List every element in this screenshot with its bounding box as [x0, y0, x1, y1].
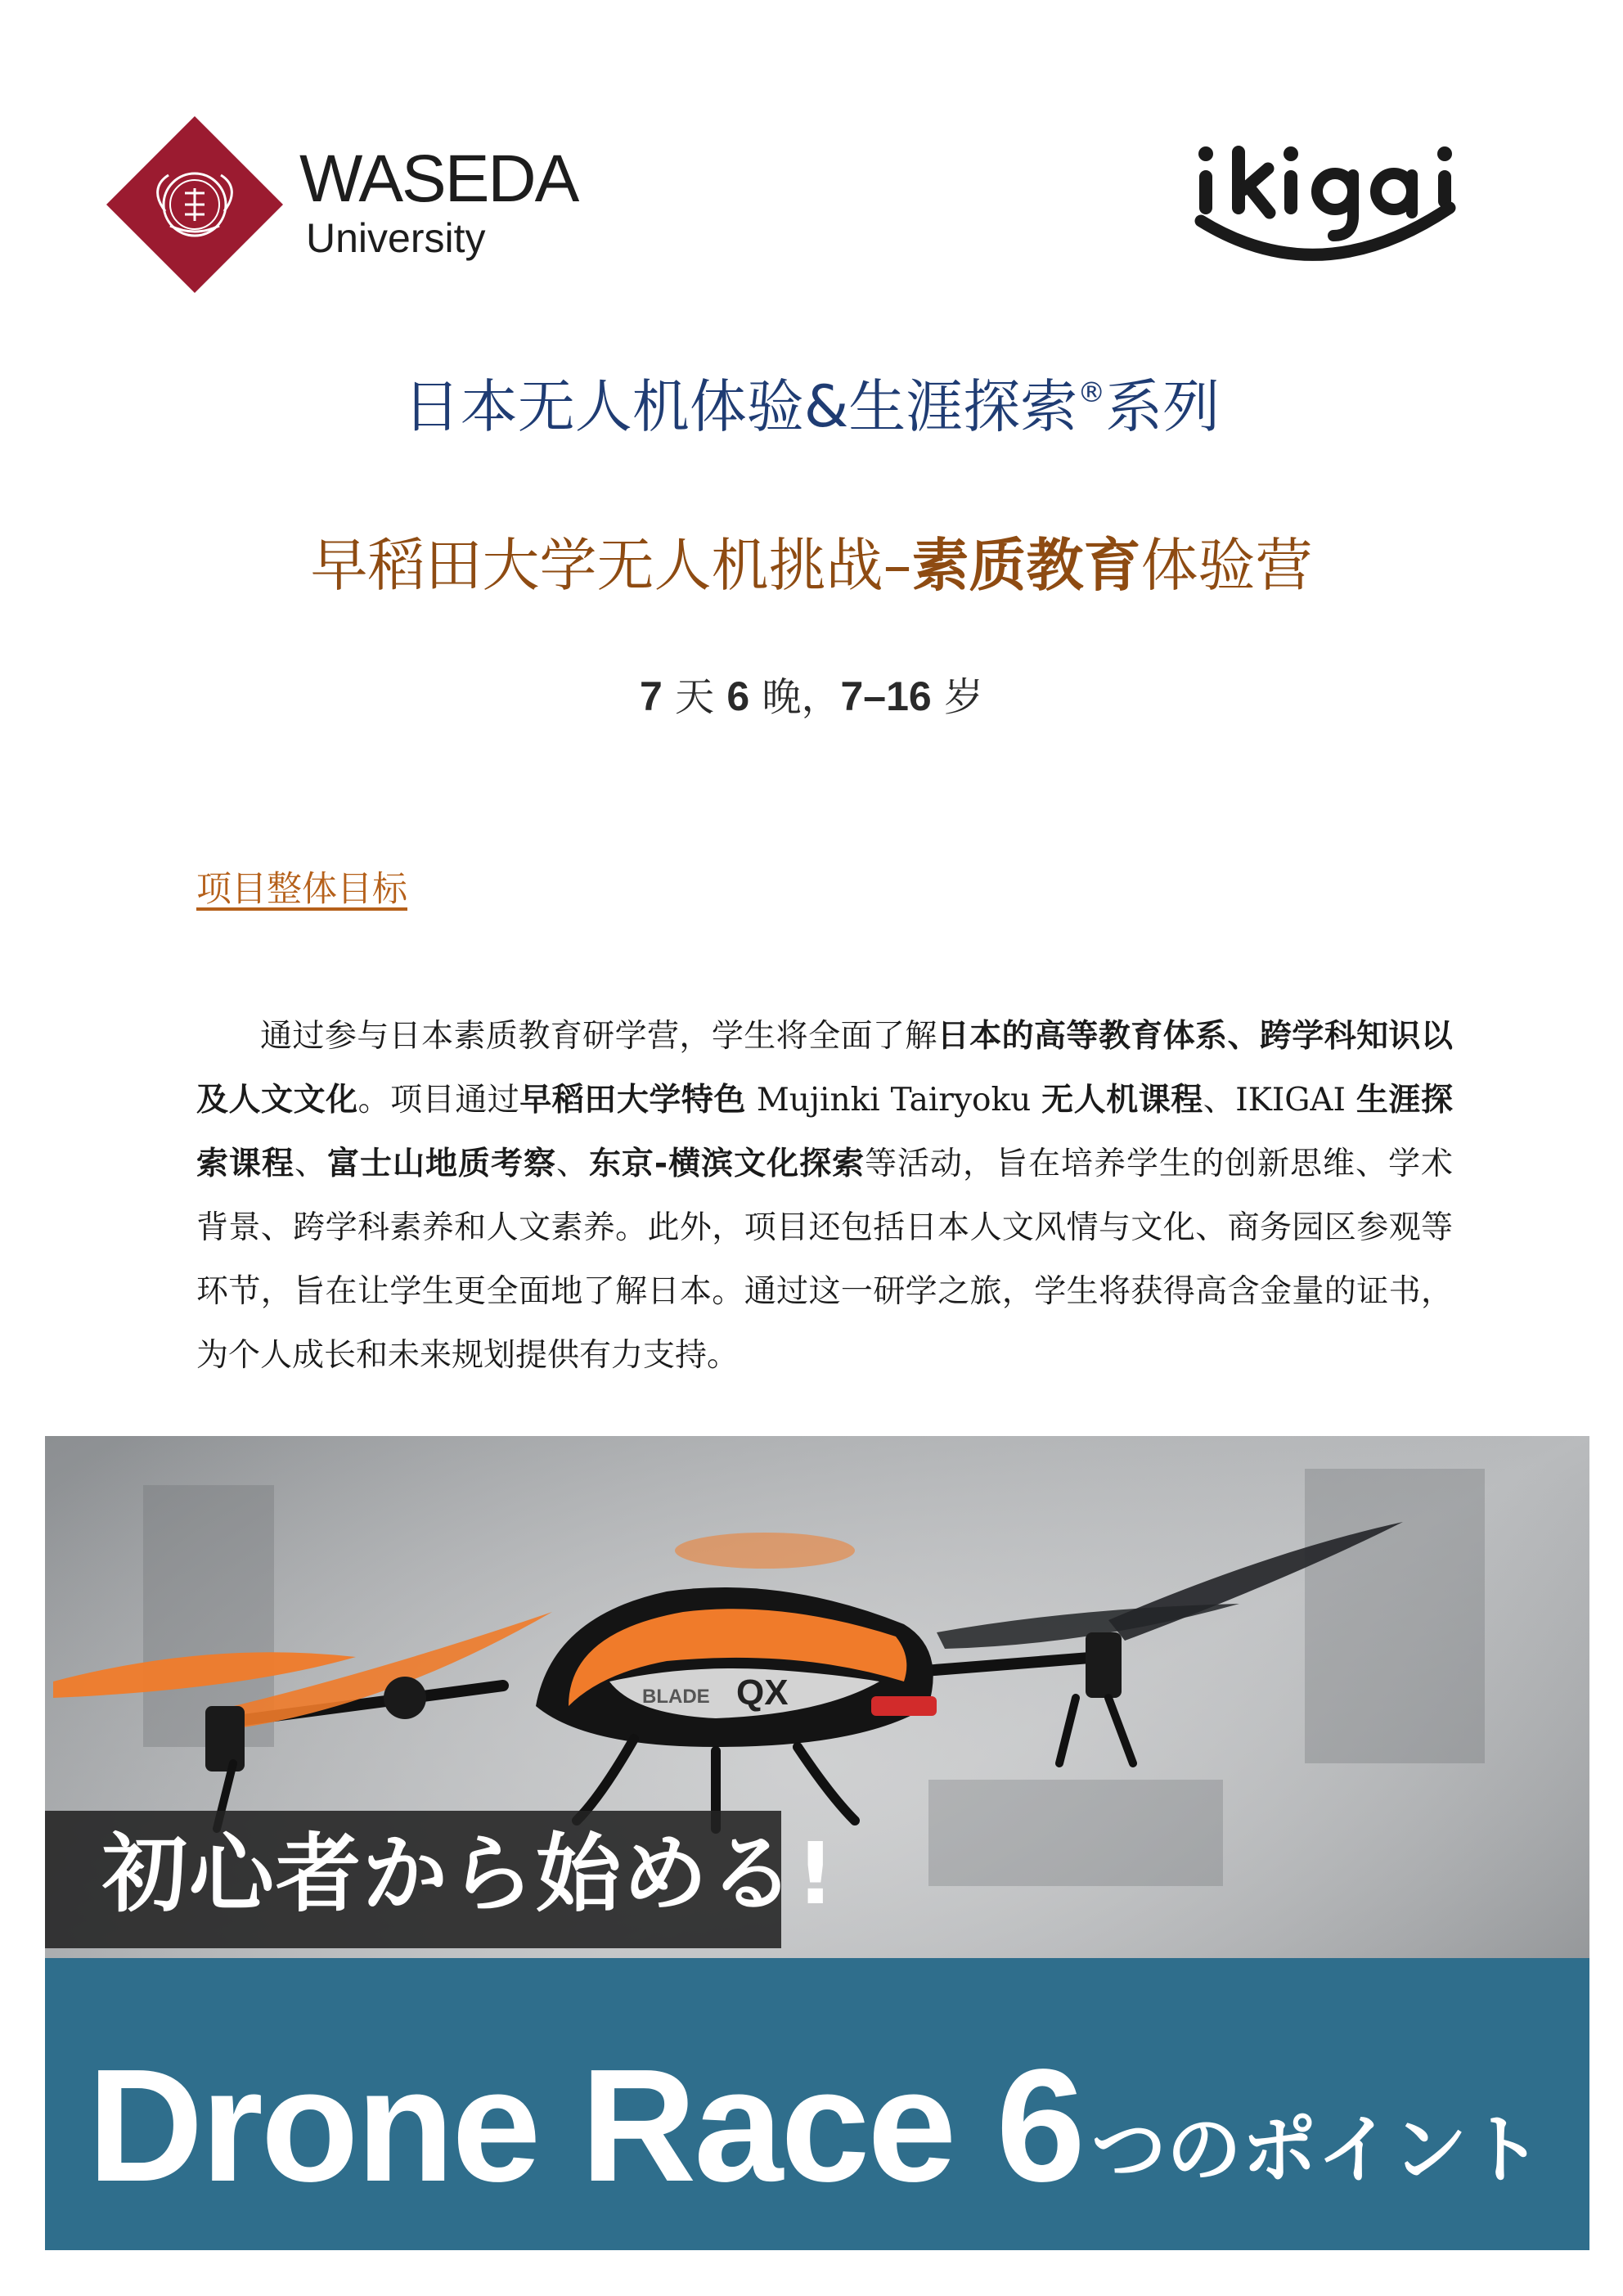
registered-mark: ® — [1077, 376, 1106, 409]
intro-highlight: 日本的高等教育体系、跨学科知识以及人文文化 — [196, 1018, 1453, 1119]
intro-highlight: 富士山地质考察 — [326, 1146, 556, 1182]
intro-text: 。项目通过 — [357, 1082, 520, 1119]
camp-title — [0, 532, 1623, 599]
days-unit: 天 — [662, 674, 727, 720]
program-duration — [0, 673, 1623, 720]
intro-text: 通过参与日本素质教育研学营，学生将全面了解 — [260, 1018, 937, 1055]
intro-highlight: 早稻田大学特色 — [519, 1082, 746, 1119]
series-title — [0, 373, 1623, 440]
intro-text: 等活动，旨在培养学生的创新思维、学术背景、跨学科素养和人文素养。此外，项目还包括日本人文风情与文化、商务园区参观等环节，旨在让学生更全面地了解日本。通过这一研学之旅，学生将获得高含金量的证书，为个人成长和未来规划提供有力支持。 — [196, 1146, 1453, 1374]
drone-hero-image — [45, 1436, 1589, 2250]
intro-highlight: 无人机课程 — [1041, 1082, 1203, 1119]
camp-title-lead: 早稻田大学无人机挑战– — [310, 532, 912, 599]
waseda-wordmark: WASEDA — [299, 142, 578, 216]
intro-text: 、 — [294, 1146, 327, 1182]
en-caption-main: Drone Race 6 — [88, 2036, 1083, 2215]
en-caption-suffix: つのポイント — [1090, 2106, 1543, 2194]
en-caption — [88, 2036, 1543, 2215]
drone-brand-label: BLADE — [642, 1686, 710, 1708]
intro-text: 、 — [555, 1146, 589, 1182]
age-range: 7–16 — [840, 673, 932, 719]
age-unit: 岁 — [931, 674, 983, 720]
waseda-logo — [105, 115, 612, 295]
waseda-subtitle: University — [306, 215, 486, 261]
jp-caption: 初心者から始める! — [102, 1824, 837, 1924]
section-heading: 项目整体目标 — [196, 869, 407, 910]
series-title-main: 日本无人机体验&生涯探索 — [402, 373, 1078, 440]
nights-unit: 晚， — [749, 674, 841, 720]
intro-paragraph — [196, 1005, 1453, 1388]
intro-highlight: 生涯探索课程 — [196, 1082, 1453, 1182]
camp-title-tail: 体验营 — [1140, 532, 1313, 599]
days-count: 7 — [640, 673, 663, 719]
intro-text: Mujinki Tairyoku — [745, 1082, 1042, 1119]
ikigai-logo-icon — [1189, 139, 1464, 270]
waseda-emblem-icon — [105, 115, 285, 295]
intro-highlight: 东京-横滨文化探索 — [588, 1146, 865, 1182]
intro-text: 、IKIGAI — [1203, 1082, 1356, 1119]
drone-model-label: QX — [736, 1672, 789, 1713]
camp-title-emphasis: 素质教育 — [911, 532, 1141, 599]
nights-count: 6 — [726, 673, 750, 719]
series-title-suffix: 系列 — [1105, 373, 1221, 440]
